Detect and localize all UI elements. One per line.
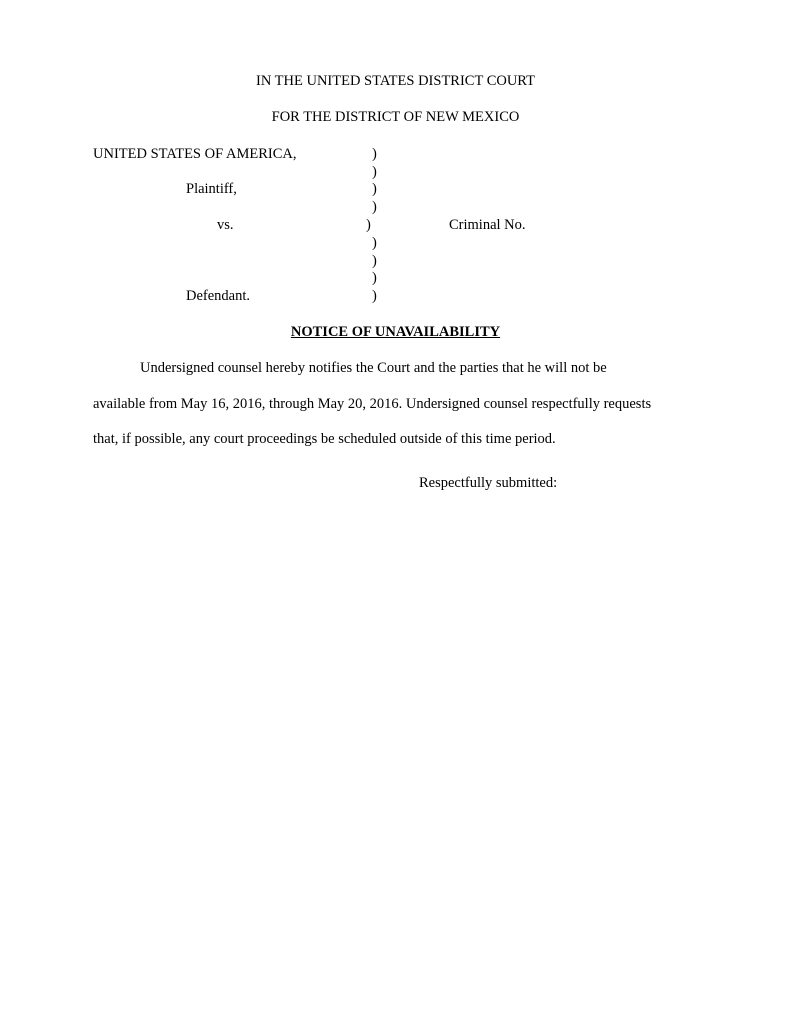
caption-paren: ) — [372, 288, 377, 304]
versus-label: vs. — [217, 217, 234, 233]
court-name-line: IN THE UNITED STATES DISTRICT COURT — [256, 73, 535, 89]
caption-paren: ) — [372, 146, 377, 162]
caption-paren: ) — [372, 253, 377, 269]
notice-body-line: that, if possible, any court proceedings be scheduled outside of this time period. — [93, 431, 556, 447]
caption-paren: ) — [372, 235, 377, 251]
caption-paren: ) — [372, 181, 377, 197]
caption-paren: ) — [372, 270, 377, 286]
closing-line: Respectfully submitted: — [419, 475, 558, 491]
defendant-label: Defendant. — [186, 288, 251, 304]
notice-title: NOTICE OF UNAVAILABILITY — [290, 324, 501, 340]
caption-paren: ) — [372, 164, 377, 180]
caption-paren: ) — [372, 199, 377, 215]
plaintiff-label: Plaintiff, — [186, 181, 237, 197]
court-district-line: FOR THE DISTRICT OF NEW MEXICO — [271, 109, 520, 125]
notice-body-line: available from May 16, 2016, through May 20, 2016. Undersigned counsel respectfully requests — [93, 396, 652, 412]
plaintiff-name: UNITED STATES OF AMERICA, — [93, 146, 297, 162]
notice-body-line: Undersigned counsel hereby notifies the Court and the parties that he will not be — [140, 360, 607, 376]
caption-paren: ) — [366, 217, 371, 233]
criminal-number-label: Criminal No. — [449, 217, 526, 233]
